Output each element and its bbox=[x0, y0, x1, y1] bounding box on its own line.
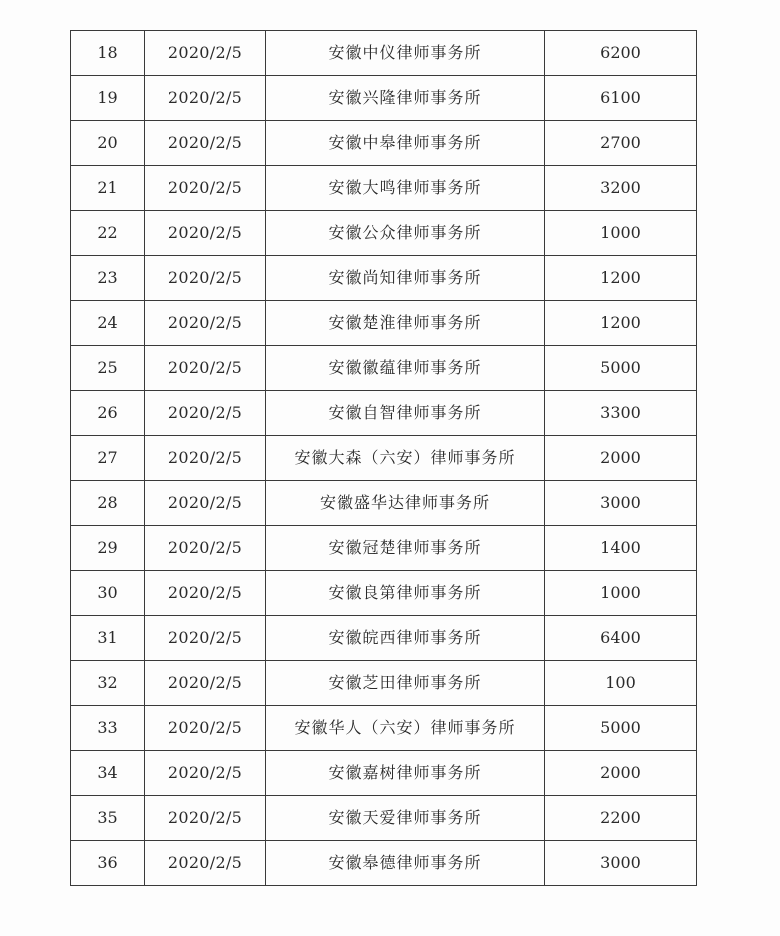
cell-date: 2020/2/5 bbox=[145, 751, 266, 796]
cell-firm-name: 安徽大森（六安）律师事务所 bbox=[266, 436, 545, 481]
cell-number: 33 bbox=[71, 706, 145, 751]
cell-number: 24 bbox=[71, 301, 145, 346]
cell-date: 2020/2/5 bbox=[145, 796, 266, 841]
cell-firm-name: 安徽徽蕴律师事务所 bbox=[266, 346, 545, 391]
cell-date: 2020/2/5 bbox=[145, 211, 266, 256]
cell-date: 2020/2/5 bbox=[145, 31, 266, 76]
cell-amount: 2200 bbox=[545, 796, 697, 841]
cell-firm-name: 安徽华人（六安）律师事务所 bbox=[266, 706, 545, 751]
cell-date: 2020/2/5 bbox=[145, 481, 266, 526]
table-row bbox=[71, 436, 697, 481]
table-row bbox=[71, 526, 697, 571]
cell-number: 23 bbox=[71, 256, 145, 301]
cell-number: 21 bbox=[71, 166, 145, 211]
cell-number: 30 bbox=[71, 571, 145, 616]
cell-date: 2020/2/5 bbox=[145, 256, 266, 301]
cell-firm-name: 安徽皖西律师事务所 bbox=[266, 616, 545, 661]
cell-number: 25 bbox=[71, 346, 145, 391]
cell-amount: 2000 bbox=[545, 751, 697, 796]
donation-table bbox=[70, 30, 697, 886]
table-row bbox=[71, 76, 697, 121]
cell-amount: 5000 bbox=[545, 706, 697, 751]
table-row bbox=[71, 616, 697, 661]
cell-amount: 1200 bbox=[545, 256, 697, 301]
cell-date: 2020/2/5 bbox=[145, 76, 266, 121]
cell-amount: 3000 bbox=[545, 481, 697, 526]
cell-firm-name: 安徽兴隆律师事务所 bbox=[266, 76, 545, 121]
cell-date: 2020/2/5 bbox=[145, 301, 266, 346]
cell-number: 29 bbox=[71, 526, 145, 571]
cell-number: 32 bbox=[71, 661, 145, 706]
table-row bbox=[71, 571, 697, 616]
cell-firm-name: 安徽嘉树律师事务所 bbox=[266, 751, 545, 796]
cell-date: 2020/2/5 bbox=[145, 166, 266, 211]
cell-firm-name: 安徽冠楚律师事务所 bbox=[266, 526, 545, 571]
cell-firm-name: 安徽中皋律师事务所 bbox=[266, 121, 545, 166]
table-row bbox=[71, 796, 697, 841]
cell-amount: 6400 bbox=[545, 616, 697, 661]
cell-date: 2020/2/5 bbox=[145, 391, 266, 436]
cell-firm-name: 安徽公众律师事务所 bbox=[266, 211, 545, 256]
table-row bbox=[71, 211, 697, 256]
cell-firm-name: 安徽楚淮律师事务所 bbox=[266, 301, 545, 346]
cell-date: 2020/2/5 bbox=[145, 706, 266, 751]
table-row bbox=[71, 121, 697, 166]
cell-number: 35 bbox=[71, 796, 145, 841]
cell-date: 2020/2/5 bbox=[145, 841, 266, 886]
cell-firm-name: 安徽尚知律师事务所 bbox=[266, 256, 545, 301]
cell-number: 22 bbox=[71, 211, 145, 256]
cell-amount: 1000 bbox=[545, 211, 697, 256]
cell-date: 2020/2/5 bbox=[145, 571, 266, 616]
table-row bbox=[71, 346, 697, 391]
cell-firm-name: 安徽天爱律师事务所 bbox=[266, 796, 545, 841]
cell-date: 2020/2/5 bbox=[145, 616, 266, 661]
cell-firm-name: 安徽中仪律师事务所 bbox=[266, 31, 545, 76]
cell-firm-name: 安徽自智律师事务所 bbox=[266, 391, 545, 436]
cell-amount: 2700 bbox=[545, 121, 697, 166]
cell-date: 2020/2/5 bbox=[145, 661, 266, 706]
cell-firm-name: 安徽芝田律师事务所 bbox=[266, 661, 545, 706]
cell-amount: 6100 bbox=[545, 76, 697, 121]
table-row bbox=[71, 391, 697, 436]
cell-amount: 1000 bbox=[545, 571, 697, 616]
cell-amount: 5000 bbox=[545, 346, 697, 391]
cell-date: 2020/2/5 bbox=[145, 121, 266, 166]
cell-number: 31 bbox=[71, 616, 145, 661]
table-row bbox=[71, 31, 697, 76]
table-row bbox=[71, 166, 697, 211]
cell-number: 20 bbox=[71, 121, 145, 166]
cell-date: 2020/2/5 bbox=[145, 436, 266, 481]
cell-number: 27 bbox=[71, 436, 145, 481]
cell-amount: 6200 bbox=[545, 31, 697, 76]
cell-amount: 3000 bbox=[545, 841, 697, 886]
cell-firm-name: 安徽盛华达律师事务所 bbox=[266, 481, 545, 526]
cell-number: 26 bbox=[71, 391, 145, 436]
cell-amount: 3300 bbox=[545, 391, 697, 436]
cell-amount: 2000 bbox=[545, 436, 697, 481]
cell-date: 2020/2/5 bbox=[145, 526, 266, 571]
table-row bbox=[71, 256, 697, 301]
cell-number: 36 bbox=[71, 841, 145, 886]
cell-amount: 1200 bbox=[545, 301, 697, 346]
cell-amount: 1400 bbox=[545, 526, 697, 571]
cell-number: 18 bbox=[71, 31, 145, 76]
table-row bbox=[71, 841, 697, 886]
table-row bbox=[71, 661, 697, 706]
cell-number: 34 bbox=[71, 751, 145, 796]
cell-amount: 3200 bbox=[545, 166, 697, 211]
table-row bbox=[71, 481, 697, 526]
table-row bbox=[71, 301, 697, 346]
cell-firm-name: 安徽良第律师事务所 bbox=[266, 571, 545, 616]
table-row bbox=[71, 751, 697, 796]
cell-firm-name: 安徽皋德律师事务所 bbox=[266, 841, 545, 886]
cell-date: 2020/2/5 bbox=[145, 346, 266, 391]
cell-number: 19 bbox=[71, 76, 145, 121]
table-row bbox=[71, 706, 697, 751]
cell-amount: 100 bbox=[545, 661, 697, 706]
cell-number: 28 bbox=[71, 481, 145, 526]
cell-firm-name: 安徽大鸣律师事务所 bbox=[266, 166, 545, 211]
